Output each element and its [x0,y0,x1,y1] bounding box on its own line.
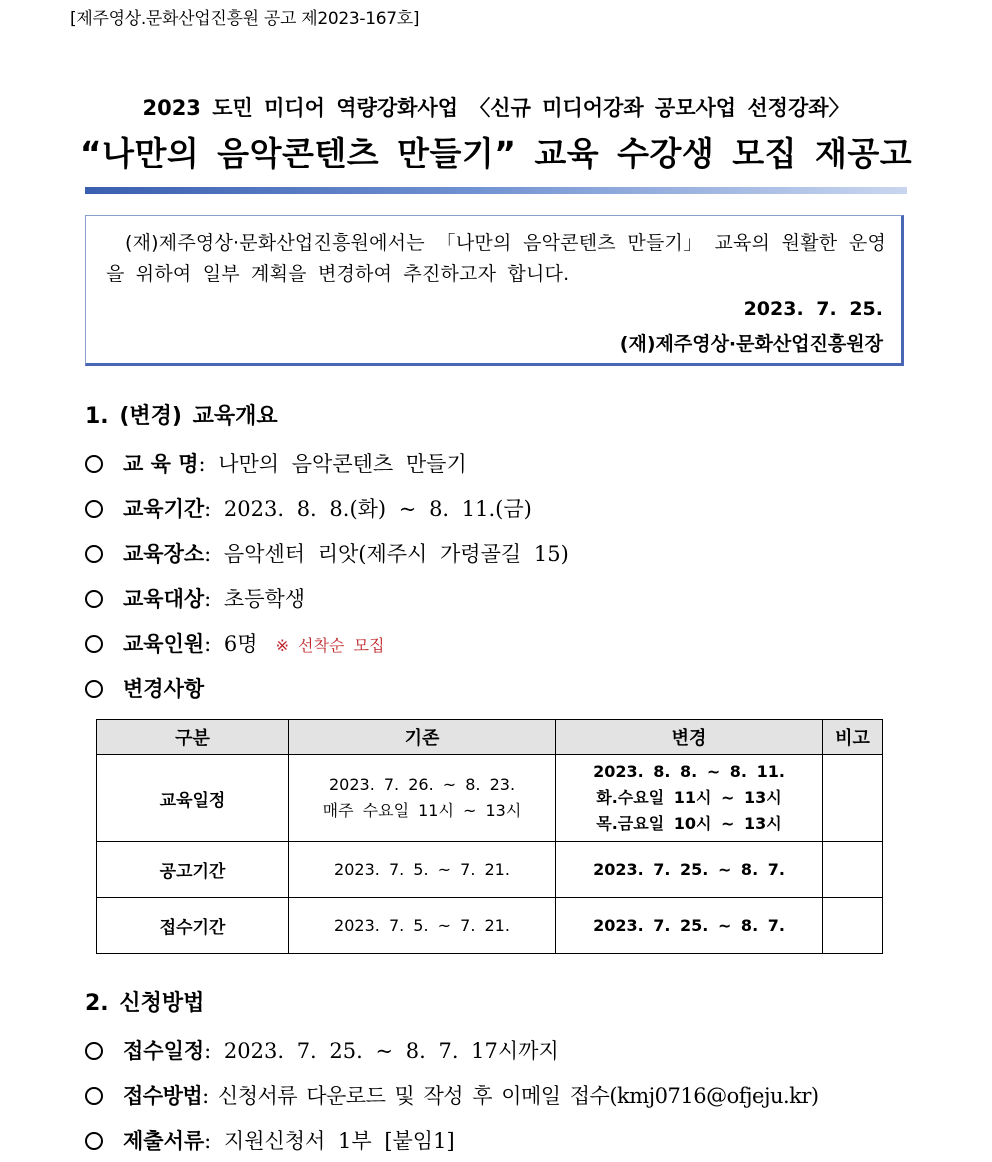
item-label: 제출서류 [123,1128,205,1153]
title-divider-bar [85,187,907,194]
cell-line: 화.수요일 11시 ~ 13시 [596,788,782,807]
apply-item-method [85,1080,819,1110]
intro-organization: (재)제주영상·문화산업진흥원장 [619,333,883,355]
section1-heading: 1. (변경) 교육개요 [85,404,278,429]
circle-bullet-icon [85,455,103,473]
table-header-row [97,720,883,755]
cell-line: 2023. 7. 25. ~ 8. 7. [593,859,785,879]
circle-bullet-icon [85,545,103,563]
remark-cell [823,898,883,954]
cell-line: 2023. 7. 25. ~ 8. 7. [593,915,785,935]
cell-line: 2023. 7. 5. ~ 7. 21. [334,915,510,935]
apply-item-documents [85,1125,455,1155]
item-label: 접수일정 [123,1038,205,1063]
circle-bullet-icon [85,1087,103,1105]
after-cell [556,755,823,842]
item-label: 교육기간 [123,496,205,521]
notice-number: [제주영상.문화산업진흥원 공고 제2023-167호] [70,9,420,29]
item-value: : 음악센터 리앗(제주시 가령골길 15) [204,542,569,566]
circle-bullet-icon [85,1042,103,1060]
item-label: 접수방법 [123,1083,203,1108]
column-header: 비고 [823,720,883,755]
circle-bullet-icon [85,680,103,698]
before-cell [289,755,556,842]
remark-cell [823,842,883,898]
circle-bullet-icon [85,500,103,518]
table-row [97,898,883,954]
column-header: 변경 [556,720,823,755]
overview-item-location [85,538,569,568]
item-value: : 2023. 7. 25. ~ 8. 7. 17시까지 [204,1039,559,1063]
section2-heading: 2. 신청방법 [85,991,205,1016]
item-value: : 신청서류 다운로드 및 작성 후 이메일 접수(kmj0716@ofjeju.kr) [202,1084,819,1108]
column-header: 구분 [97,720,289,755]
first-come-note: ※ 선착순 모집 [275,636,385,655]
remark-cell [823,755,883,842]
apply-item-schedule [85,1035,559,1065]
cell-line: 매주 수요일 11시 ~ 13시 [322,801,522,820]
intro-date: 2023. 7. 25. [743,298,883,320]
table-row [97,842,883,898]
row-category: 교육일정 [97,755,289,842]
cell-line: 2023. 7. 5. ~ 7. 21. [334,859,510,879]
circle-bullet-icon [85,1132,103,1150]
item-value: : 지원신청서 1부 [붙임1] [204,1129,455,1153]
changes-table [96,719,883,954]
item-value: : 2023. 8. 8.(화) ~ 8. 11.(금) [204,497,532,521]
cell-line: 2023. 7. 26. ~ 8. 23. [328,775,516,794]
overview-item-target [85,583,305,613]
overview-item-period [85,493,532,523]
circle-bullet-icon [85,635,103,653]
item-label: 교 육 명 [123,451,199,476]
cell-line: 2023. 8. 8. ~ 8. 11. [593,762,785,781]
cell-line: 목.금요일 10시 ~ 13시 [596,814,782,833]
intro-box [85,215,904,366]
item-label: 교육인원 [123,631,205,656]
overview-item-capacity [85,628,384,658]
overview-item-name [85,448,467,478]
before-cell [289,842,556,898]
item-label: 변경사항 [123,676,205,701]
row-category: 접수기간 [97,898,289,954]
overview-item-changes [85,673,204,703]
page-title: “나만의 음악콘텐츠 만들기” 교육 수강생 모집 재공고 [79,134,913,173]
circle-bullet-icon [85,590,103,608]
after-cell [556,842,823,898]
row-category: 공고기간 [97,842,289,898]
table-row [97,755,883,842]
item-value: : 6명 [204,632,258,656]
item-value: : 나만의 음악콘텐츠 만들기 [198,452,467,476]
item-value: : 초등학생 [204,587,306,611]
title-subheading: 2023 도민 미디어 역량강화사업 〈신규 미디어강좌 공모사업 선정강좌〉 [142,96,850,120]
item-label: 교육대상 [123,586,205,611]
item-label: 교육장소 [123,541,205,566]
intro-text: (재)제주영상·문화산업진흥원에서는 「나만의 음악콘텐츠 만들기」 교육의 원활한 운영을 위하여 일부 계획을 변경하여 추진하고자 합니다. [106,232,886,285]
column-header: 기존 [289,720,556,755]
before-cell [289,898,556,954]
after-cell [556,898,823,954]
